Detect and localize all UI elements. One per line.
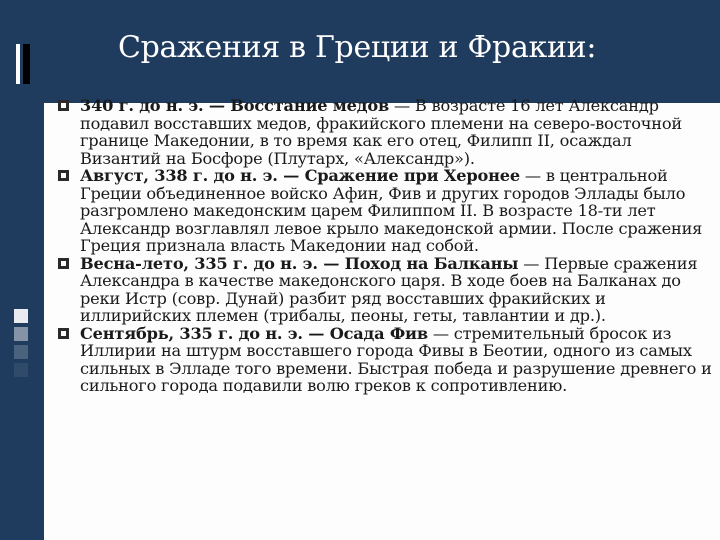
list-item (58, 167, 712, 255)
bullet-text: — стремительный бросок из Иллирии на штурм восставшего города Фивы в Беотии, одного из самых сильных в Элладе того времени. Быстрая победа и разрушение древнего и сильного города подавили волю греков к сопротивлению. (80, 323, 712, 395)
bullet-text: — в центральной Греции объединенное войско Афин, Фив и других городов Эллады было разгромлено македонским царем Филиппом II. В возрасте 18-ти лет Александр возглавлял левое крыло македонской армии. После сражения Греция признала власть Македонии над собой. (80, 166, 703, 255)
bullet-list (58, 97, 712, 395)
bullet-heading: Сентябрь, 335 г. до н. э. — Осада Фив (80, 323, 428, 343)
slide-header (0, 0, 720, 103)
list-item (58, 255, 712, 325)
bullet-heading: Весна-лето, 335 г. до н. э. — Поход на Балканы (80, 253, 519, 273)
square-bullet-icon (58, 100, 69, 111)
bullet-heading: Август, 338 г. до н. э. — Сражение при Херонее (80, 166, 520, 185)
list-item (58, 97, 712, 167)
vertical-bars-decoration-icon (16, 44, 30, 84)
bullet-text: — В возрасте 16 лет Александр подавил восставших медов, фракийского племени на северо-восточной границе Македонии, в то время как его отец, Филипп II, осаждал Византий на Босфоре (Плутарх, «Александр»). (80, 96, 682, 168)
bullet-heading: 340 г. до н. э. — Восстание медов (80, 96, 390, 115)
square-bullet-icon (58, 170, 69, 181)
left-sidebar (0, 103, 44, 540)
list-item (58, 325, 712, 395)
slide-title: Сражения в Греции и Фракии: (118, 30, 597, 65)
sidebar-squares-decoration-icon (14, 309, 30, 381)
bullet-text: — Первые сражения Александра в качестве македонского царя. В ходе боев на Балканах до реки Истр (совр. Дунай) разбит ряд восставших фракийских и иллирийских племен (трибалы, пеоны, геты, тавлантии и др.). (80, 253, 698, 325)
square-bullet-icon (58, 258, 69, 269)
square-bullet-icon (58, 328, 69, 339)
